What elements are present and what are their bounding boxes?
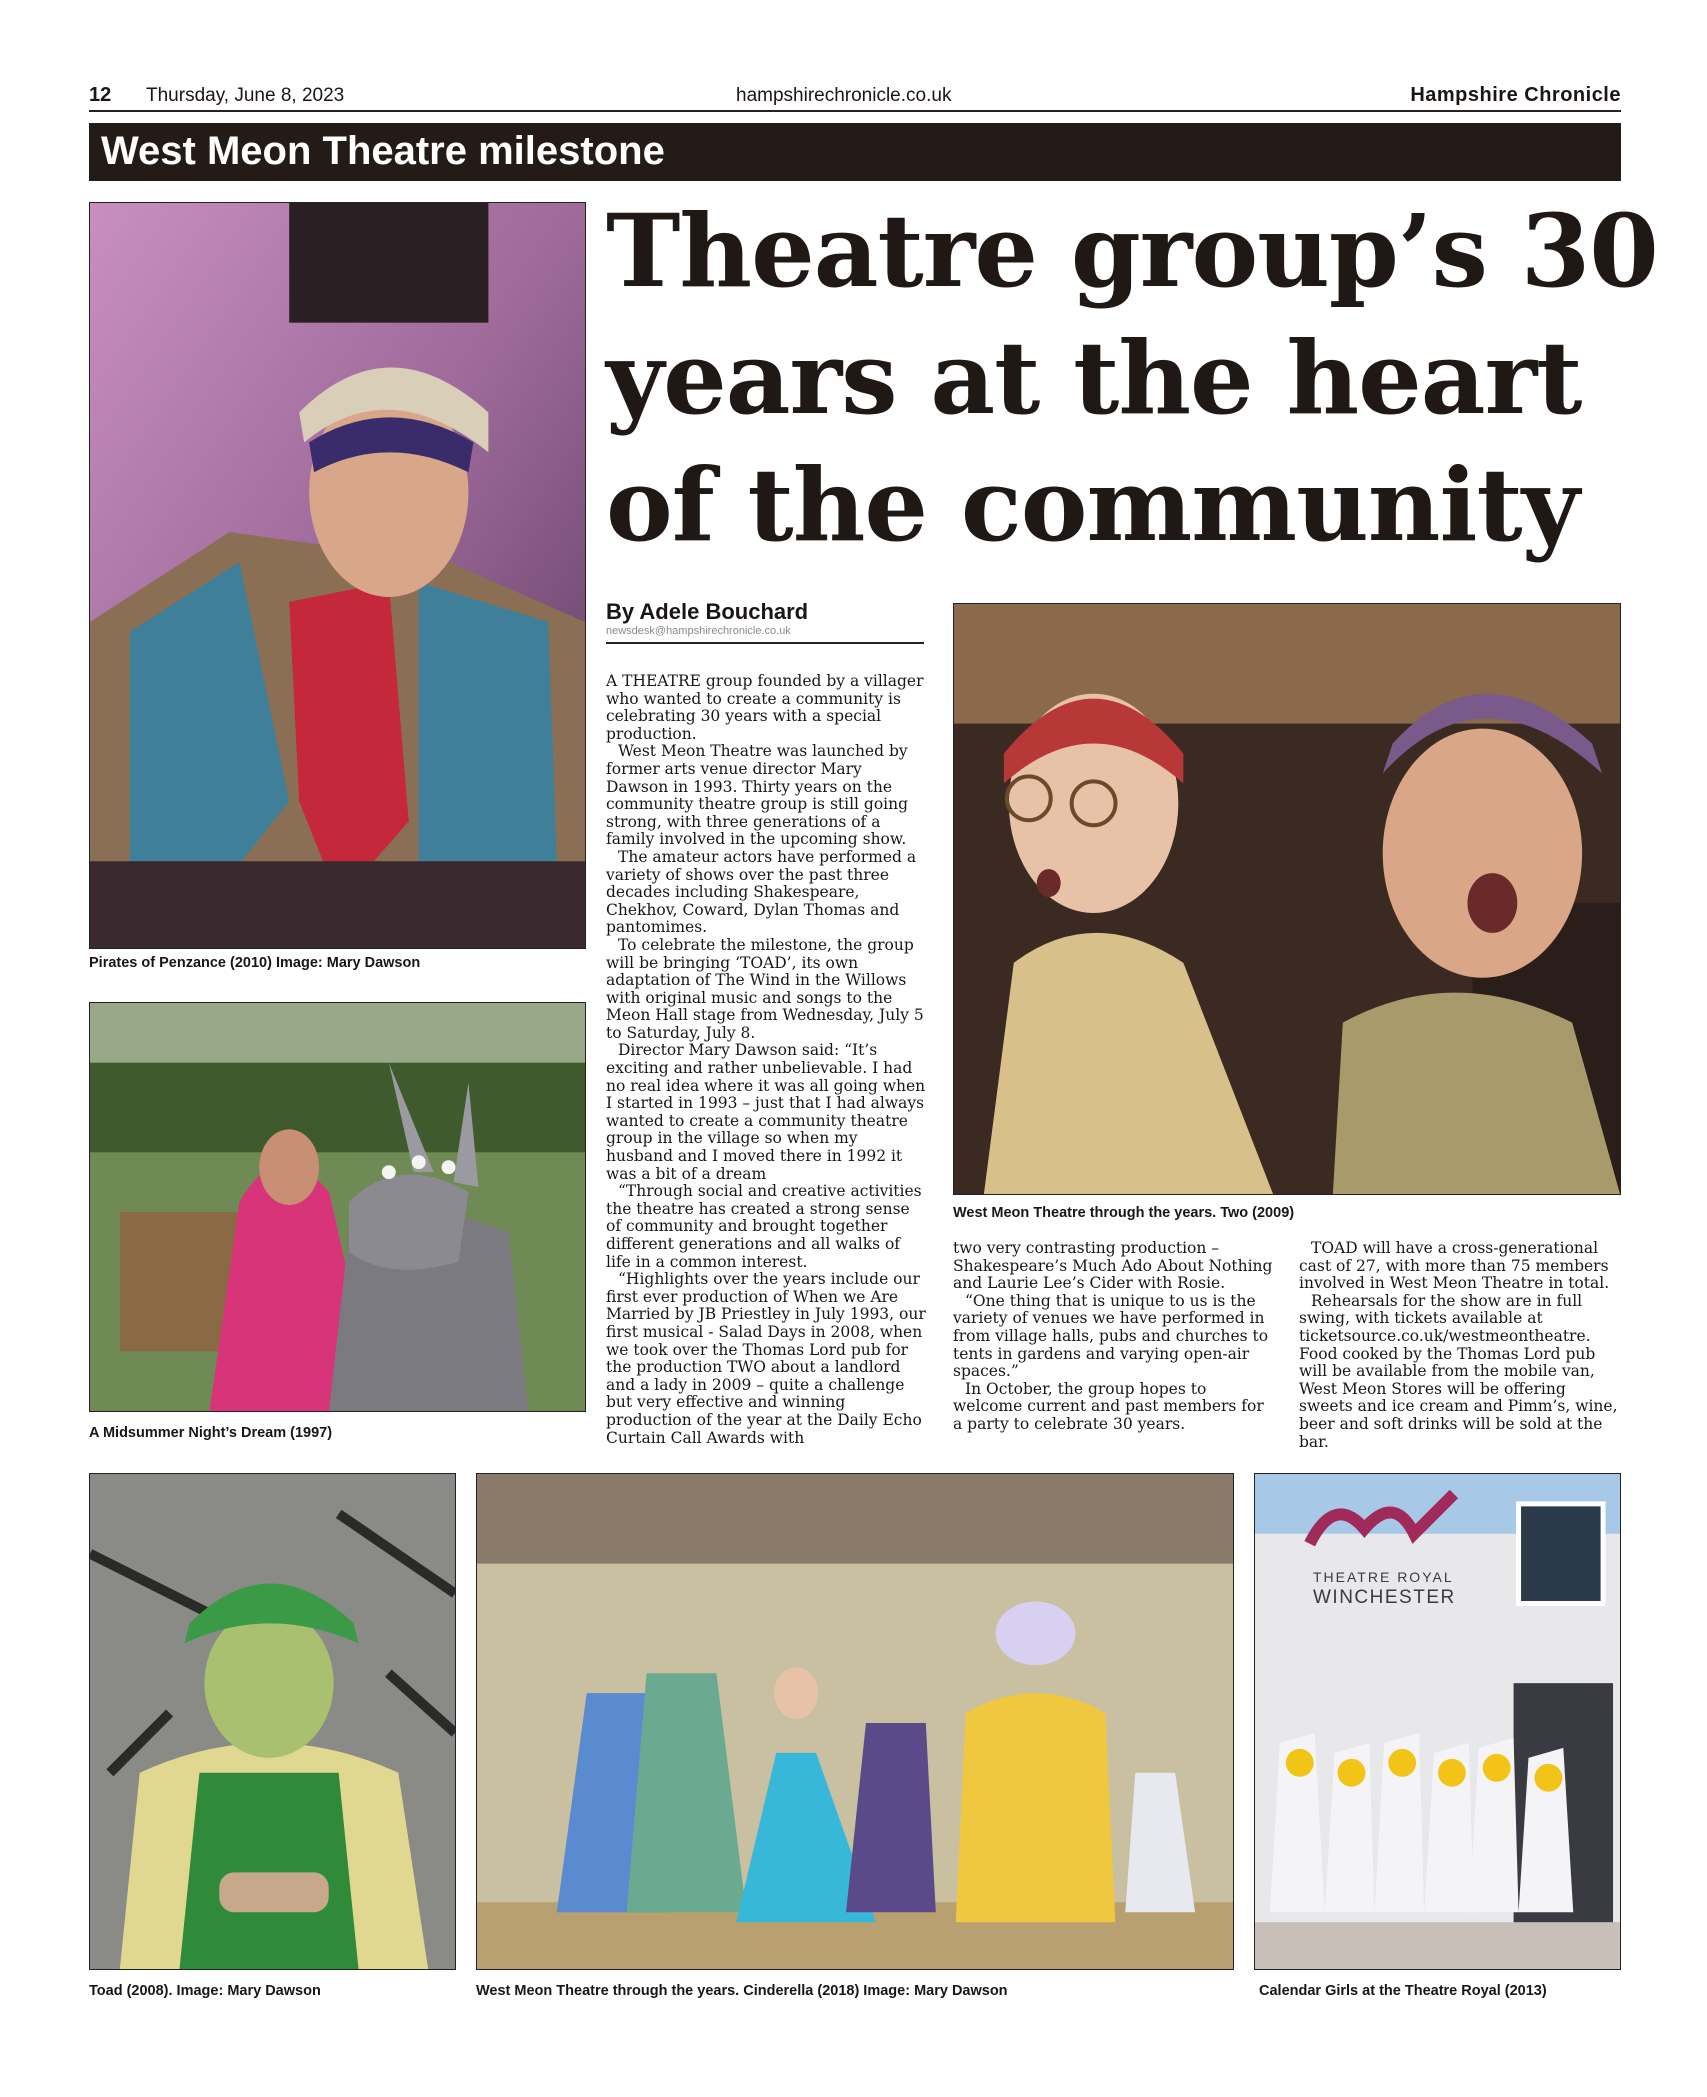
section-title: West Meon Theatre milestone bbox=[101, 129, 665, 173]
cinderella-photo bbox=[476, 1473, 1234, 1970]
midsummer-photo bbox=[89, 1002, 586, 1412]
article-paragraph: “Highlights over the years include our first ever production of When we Are Married by JB Priestley in July 1993, our first musical - Salad Days in 2008, when we took over the Thomas Lord pub for the production TWO about a landlord and a lady in 2009 – quite a challenge but very effective and winning production of the year at the Daily Echo Curtain Call Awards with bbox=[606, 1270, 926, 1447]
section-bar bbox=[89, 123, 1621, 181]
paper-name: Hampshire Chronicle bbox=[1410, 84, 1621, 106]
headline-line-1: Theatre group’s 30 bbox=[606, 192, 1658, 310]
article-paragraph: Rehearsals for the show are in full swing, with tickets available at ticketsource.co.uk/westmeontheatre. Food cooked by the Thomas Lord pub will be available from the mobile van, West Meon Stores will be offering sweets and ice cream and Pimm’s, wine, beer and soft drinks will be sold at the bar. bbox=[1299, 1291, 1618, 1451]
byline-author: By Adele Bouchard bbox=[606, 599, 809, 624]
article-column-1 bbox=[606, 673, 928, 1453]
two-caption: West Meon Theatre through the years. Two (2009) bbox=[953, 1205, 1295, 1221]
issue-date: Thursday, June 8, 2023 bbox=[146, 85, 345, 106]
toad-caption: Toad (2008). Image: Mary Dawson bbox=[89, 1983, 321, 1999]
article-paragraph: Director Mary Dawson said: “It’s exciting and rather unbelievable. I had no real idea where it was all going when I started in 1993 – just that I had always wanted to create a community theatre group in the village so when my husband and I moved there in 1992 it was a bit of a dream bbox=[606, 1041, 926, 1183]
toad-photo bbox=[89, 1473, 456, 1970]
cinderella-caption: West Meon Theatre through the years. Cinderella (2018) Image: Mary Dawson bbox=[476, 1983, 1008, 1999]
website-link[interactable]: hampshirechronicle.co.uk bbox=[736, 85, 952, 106]
headline-line-2: years at the heart bbox=[606, 319, 1582, 437]
article-column-3 bbox=[1299, 1240, 1621, 1460]
article-paragraph: In October, the group hopes to welcome current and past members for a party to celebrate 30 years. bbox=[953, 1379, 1264, 1433]
article-paragraph: “Through social and creative activities the theatre has created a strong sense of community and brought together different generations and all walks of life in a common interest. bbox=[606, 1182, 922, 1271]
article-paragraph: West Meon Theatre was launched by former arts venue director Mary Dawson in 1993. Thirty years on the community theatre group is still going strong, with three generations of a family involved in the upcoming show. bbox=[606, 742, 909, 849]
article-paragraph: “One thing that is unique to us is the variety of venues we have performed in from village halls, pubs and churches to tents in gardens and varying open-air spaces.” bbox=[953, 1291, 1269, 1381]
header-rule bbox=[89, 110, 1621, 112]
article-paragraph: The amateur actors have performed a variety of shows over the past three decades including Shakespeare, Chekhov, Coward, Dylan Thomas and pantomimes. bbox=[606, 847, 917, 937]
page-number: 12 bbox=[89, 84, 112, 106]
midsummer-caption: A Midsummer Night’s Dream (1997) bbox=[89, 1425, 333, 1441]
article-paragraph: two very contrasting production – Shakespeare’s Much Ado About Nothing and Laurie Lee’s Cider with Rosie. bbox=[953, 1240, 1273, 1293]
theatre-sign-line-2: WINCHESTER bbox=[1313, 1587, 1456, 1608]
headline bbox=[606, 188, 1658, 569]
theatre-sign-line-1: THEATRE ROYAL bbox=[1313, 1569, 1454, 1585]
calendar-girls-photo bbox=[1254, 1473, 1621, 1970]
headline-line-3: of the community bbox=[606, 446, 1579, 564]
byline-rule bbox=[606, 642, 924, 644]
byline-email[interactable]: newsdesk@hampshirechronicle.co.uk bbox=[606, 625, 791, 637]
article-column-2 bbox=[953, 1240, 1275, 1460]
article-paragraph: A THEATRE group founded by a villager who wanted to create a community is celebrating 30 years with a special production. bbox=[606, 673, 924, 743]
pirates-caption: Pirates of Penzance (2010) Image: Mary Dawson bbox=[89, 955, 421, 971]
calendar-girls-caption: Calendar Girls at the Theatre Royal (2013) bbox=[1259, 1983, 1547, 1999]
pirates-photo bbox=[89, 202, 586, 949]
article-paragraph: TOAD will have a cross-generational cast of 27, with more than 75 members involved in West Meon Theatre in total. bbox=[1299, 1240, 1610, 1293]
two-photo bbox=[953, 603, 1621, 1195]
article-paragraph: To celebrate the milestone, the group will be bringing ‘TOAD’, its own adaptation of The Wind in the Willows with original music and songs to the Meon Hall stage from Wednesday, July 5 to Saturday, July 8. bbox=[606, 935, 924, 1042]
